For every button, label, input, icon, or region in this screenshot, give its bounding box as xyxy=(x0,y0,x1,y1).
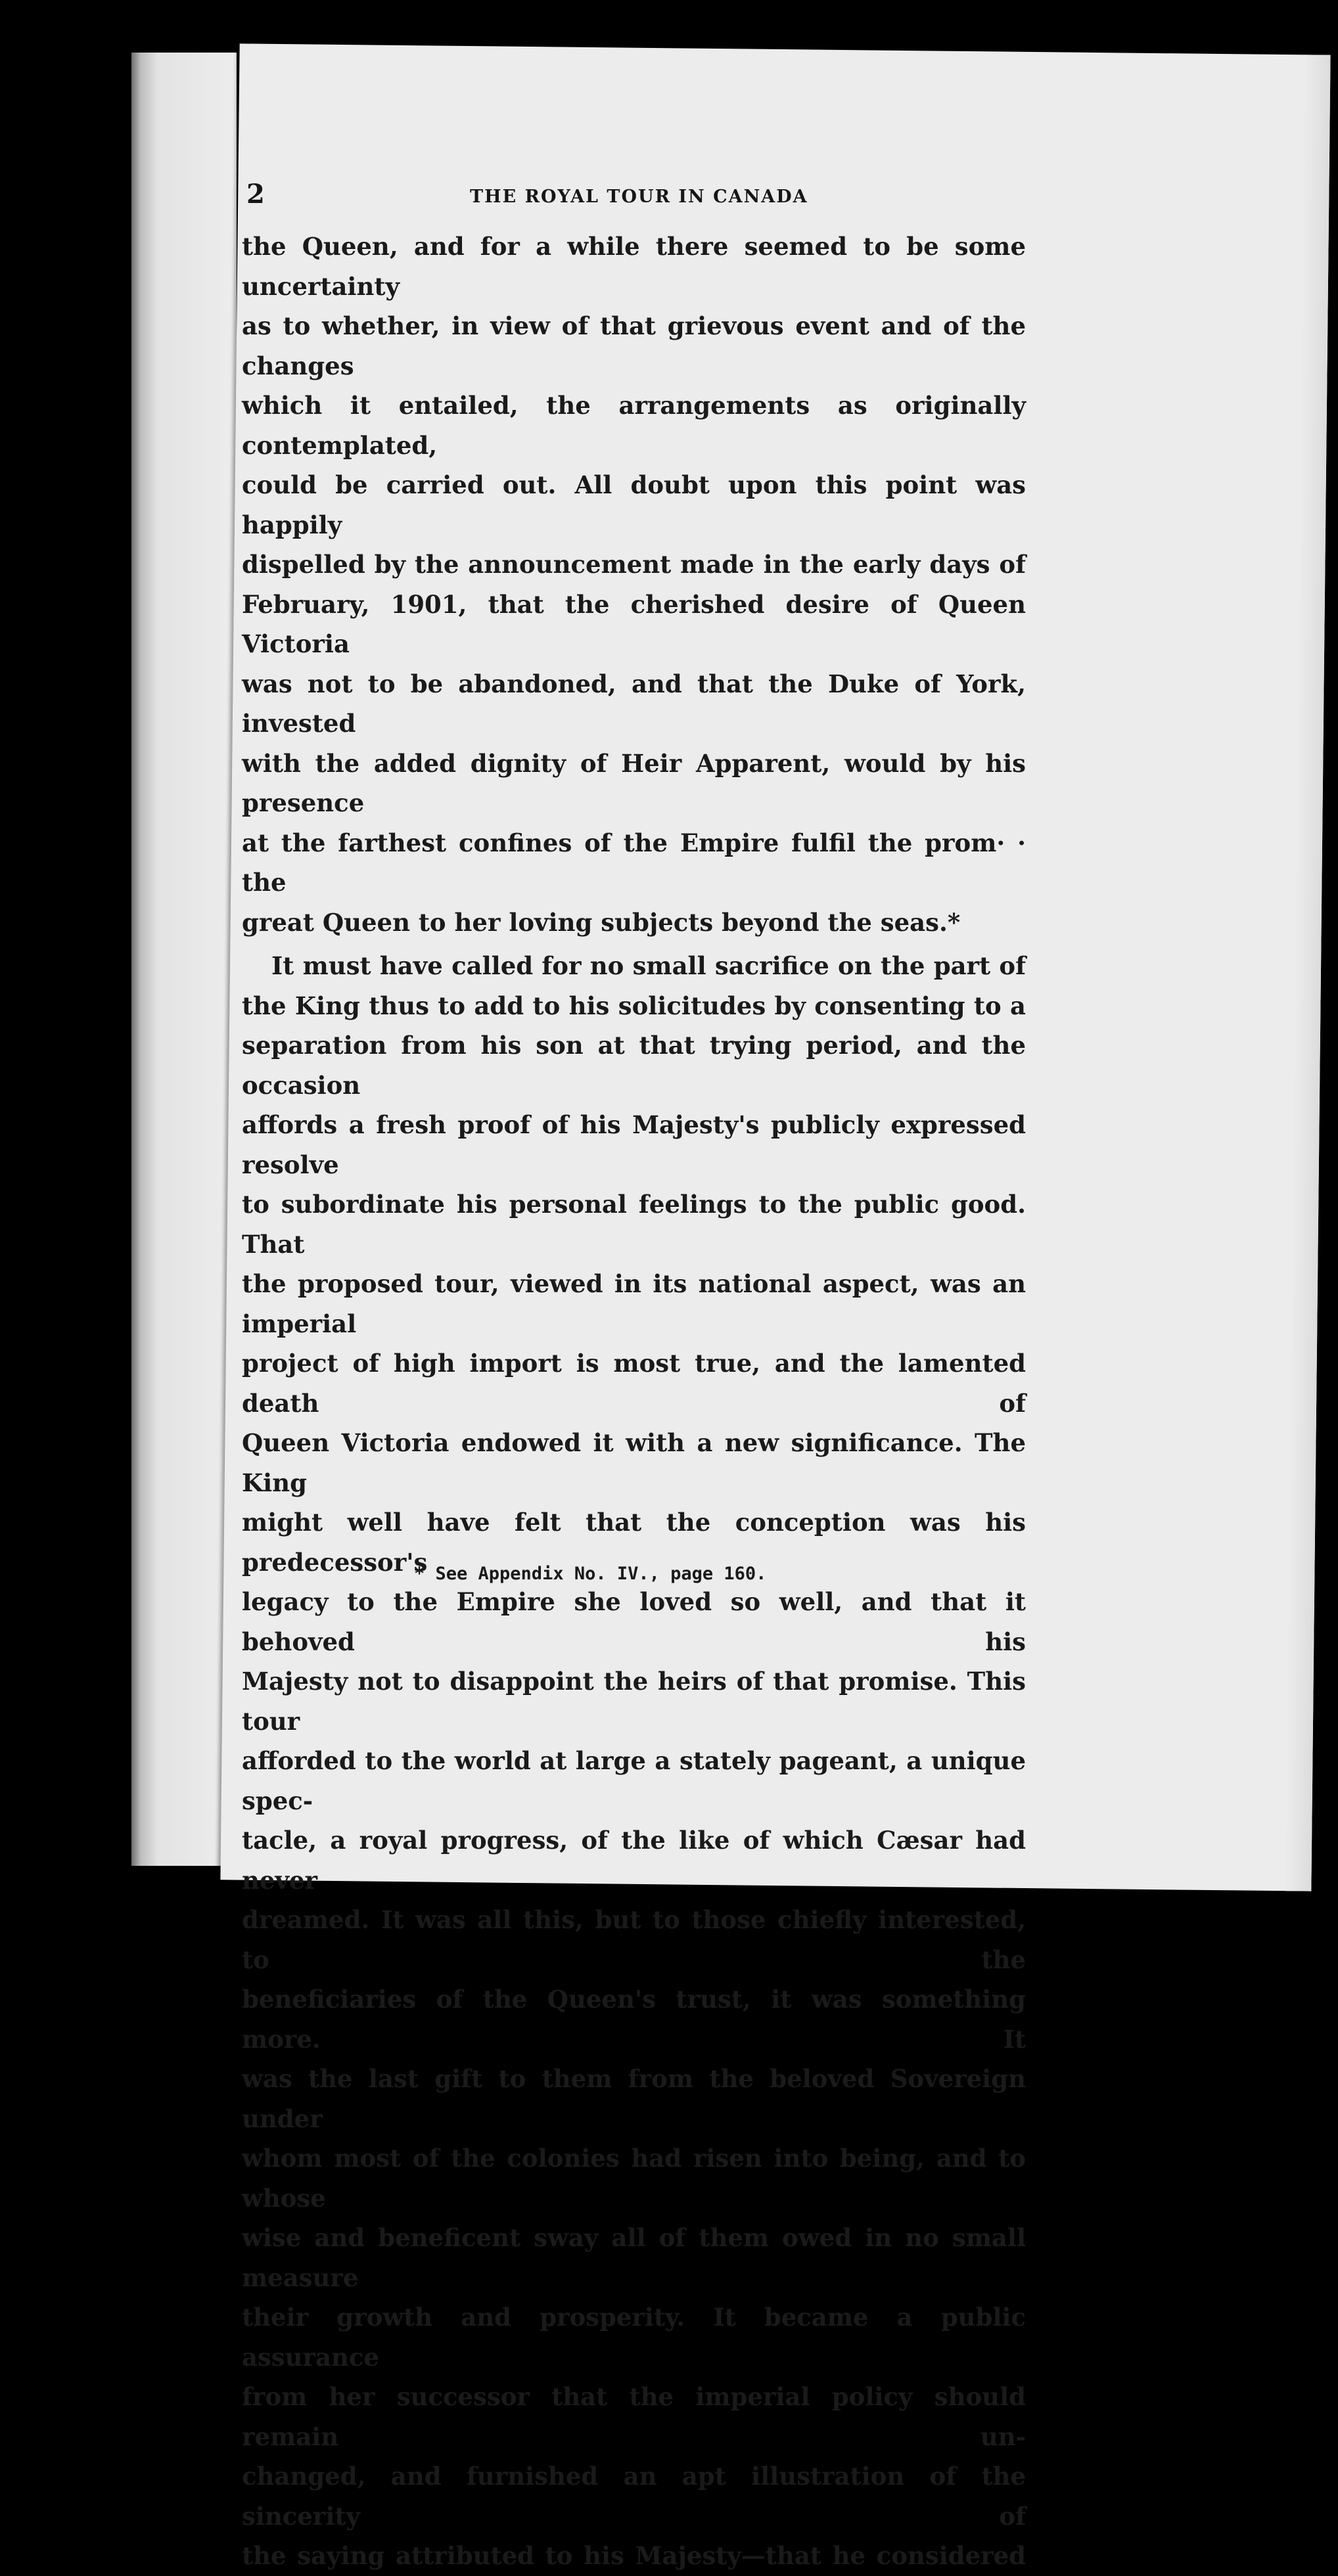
text-line: dispelled by the announcement made in the early days of xyxy=(242,550,1026,579)
back-page-edge xyxy=(131,53,237,1866)
text-line: as to whether, in view of that grievous event and of the changes xyxy=(242,311,1026,380)
text-line: affords a fresh proof of his Majesty's publicly expressed resolve xyxy=(242,1110,1026,1179)
text-line: project of high import is most true, and the lamented death of xyxy=(242,1349,1026,1418)
text-line: their growth and prosperity. It became a public assurance xyxy=(242,2303,1026,2372)
text-line: might well have felt that the conception was his predecessor's xyxy=(242,1508,1026,1577)
text-line: tacle, a royal progress, of the like of which Cæsar had never xyxy=(242,1826,1026,1895)
text-line: with the added dignity of Heir Apparent, would by his presence xyxy=(242,748,1026,817)
text-line: dreamed. It was all this, but to those chiefly interested, to the xyxy=(242,1905,1026,1974)
text-line: whom most of the colonies had risen into being, and to whose xyxy=(242,2144,1026,2213)
footnote: * See Appendix No. IV., page 160. xyxy=(414,1564,767,1584)
text-line: the King thus to add to his solicitudes by consenting to a xyxy=(242,991,1026,1020)
text-line: separation from his son at that trying period, and the occasion xyxy=(242,1031,1026,1100)
text-line: to subordinate his personal feelings to the public good. That xyxy=(242,1190,1026,1259)
text-line: Majesty not to disappoint the heirs of that promise. This tour xyxy=(242,1667,1026,1736)
body-text xyxy=(242,227,1026,2576)
text-line: It must have called for no small sacrifice on the part of xyxy=(271,951,1026,980)
text-line: could be carried out. All doubt upon this point was happily xyxy=(242,470,1026,539)
text-line: beneficiaries of the Queen's trust, it was something more. It xyxy=(242,1985,1026,2054)
text-line: afforded to the world at large a stately pageant, a unique spec- xyxy=(242,1746,1026,1815)
text-line: the proposed tour, viewed in its national aspect, was an imperial xyxy=(242,1269,1026,1338)
page-number: 2 xyxy=(246,179,265,210)
paragraph-2 xyxy=(242,946,1026,2576)
running-head: THE ROYAL TOUR IN CANADA xyxy=(470,187,808,207)
text-line: the saying attributed to his Majesty—that he considered xyxy=(242,2541,1026,2570)
text-line: the Queen, and for a while there seemed to be some uncertainty xyxy=(242,232,1026,301)
text-line: February, 1901, that the cherished desire of Queen Victoria xyxy=(242,589,1026,658)
text-line: which it entailed, the arrangements as originally contemplated, xyxy=(242,391,1026,460)
text-line: from her successor that the imperial policy should remain un- xyxy=(242,2382,1026,2451)
paragraph-1 xyxy=(242,227,1026,942)
text-line: was the last gift to them from the beloved Sovereign under xyxy=(242,2064,1026,2133)
page-right-edge xyxy=(1285,55,1330,1891)
text-line: wise and beneficent sway all of them owed in no small measure xyxy=(242,2223,1026,2292)
text-line: changed, and furnished an apt illustration of the sincerity of xyxy=(242,2462,1026,2531)
text-line: was not to be abandoned, and that the Duke of York, invested xyxy=(242,669,1026,738)
text-line: great Queen to her loving subjects beyond the seas.* xyxy=(242,907,961,937)
text-line: at the farthest confines of the Empire fulfil the prom· · the xyxy=(242,828,1026,897)
text-line: Queen Victoria endowed it with a new significance. The King xyxy=(242,1428,1026,1497)
text-line: legacy to the Empire she loved so well, and that it behoved his xyxy=(242,1587,1026,1656)
